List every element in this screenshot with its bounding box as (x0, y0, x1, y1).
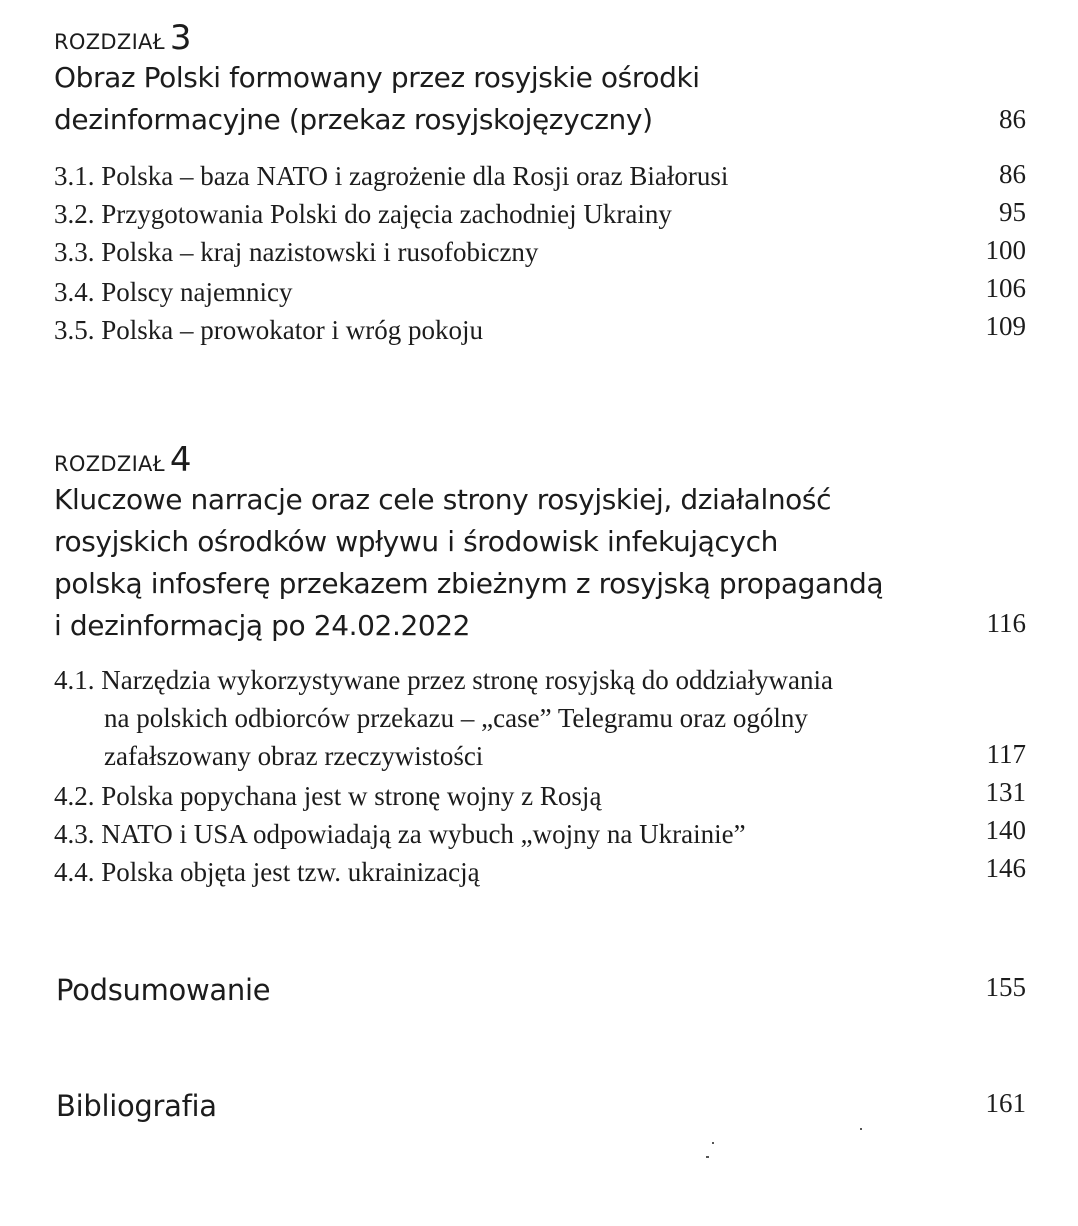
chapter-3-heading (54, 18, 192, 58)
toc-entry-4-4: 4.4. Polska objęta jest tzw. ukrainizacją (54, 857, 480, 887)
toc-page-3-3: 100 (985, 235, 1026, 265)
toc-page-4-3: 140 (985, 815, 1026, 845)
chapter-3-page-number: 86 (999, 104, 1026, 134)
scan-speck (712, 1142, 714, 1144)
toc-entry-4-3: 4.3. NATO i USA odpowiadają za wybuch „wojny na Ukrainie” (54, 819, 746, 849)
chapter-label: ROZDZIAŁ (54, 30, 165, 54)
toc-entry-3-3: 3.3. Polska – kraj nazistowski i rusofobiczny (54, 237, 539, 267)
toc-entry-4-2: 4.2. Polska popychana jest w stronę wojny z Rosją (54, 781, 602, 811)
chapter-4-title-line-3: polską infosferę przekazem zbieżnym z rosyjską propagandą (54, 567, 884, 600)
chapter-number: 3 (169, 18, 192, 58)
toc-entry-4-1-line-1: 4.1. Narzędzia wykorzystywane przez stronę rosyjską do oddziaływania (54, 665, 833, 695)
toc-page-3-5: 109 (985, 311, 1026, 341)
toc-entry-3-1: 3.1. Polska – baza NATO i zagrożenie dla Rosji oraz Białorusi (54, 161, 729, 191)
toc-entry-3-5: 3.5. Polska – prowokator i wróg pokoju (54, 315, 483, 345)
scan-speck (860, 1128, 862, 1130)
toc-page-3-4: 106 (985, 273, 1026, 303)
chapter-4-heading (54, 440, 192, 480)
toc-entry-4-1-line-2: na polskich odbiorców przekazu – „case” Telegramu oraz ogólny (104, 703, 808, 733)
chapter-3-title-line-2: dezinformacyjne (przekaz rosyjskojęzyczny) (54, 103, 653, 136)
scan-speck (706, 1156, 709, 1158)
toc-page-3-2: 95 (999, 197, 1026, 227)
bibliography-title: Bibliografia (56, 1089, 217, 1123)
chapter-label: ROZDZIAŁ (54, 452, 165, 476)
toc-page-3-1: 86 (999, 159, 1026, 189)
toc-entry-4-1-line-3: zafałszowany obraz rzeczywistości (104, 741, 484, 771)
toc-page-4-1: 117 (986, 739, 1026, 769)
summary-title: Podsumowanie (56, 973, 271, 1007)
toc-entry-3-2: 3.2. Przygotowania Polski do zajęcia zachodniej Ukrainy (54, 199, 672, 229)
chapter-3-title-line-1: Obraz Polski formowany przez rosyjskie ośrodki (54, 61, 700, 94)
toc-page-4-2: 131 (985, 777, 1026, 807)
bibliography-page-number: 161 (985, 1088, 1026, 1118)
chapter-4-title-line-1: Kluczowe narracje oraz cele strony rosyjskiej, działalność (54, 483, 832, 516)
toc-entry-3-4: 3.4. Polscy najemnicy (54, 277, 293, 307)
chapter-4-page-number: 116 (986, 608, 1026, 638)
chapter-4-title-line-2: rosyjskich ośrodków wpływu i środowisk infekujących (54, 525, 778, 558)
toc-page-4-4: 146 (985, 853, 1026, 883)
chapter-4-title-line-4: i dezinformacją po 24.02.2022 (54, 609, 471, 642)
summary-page-number: 155 (985, 972, 1026, 1002)
chapter-number: 4 (169, 440, 192, 480)
